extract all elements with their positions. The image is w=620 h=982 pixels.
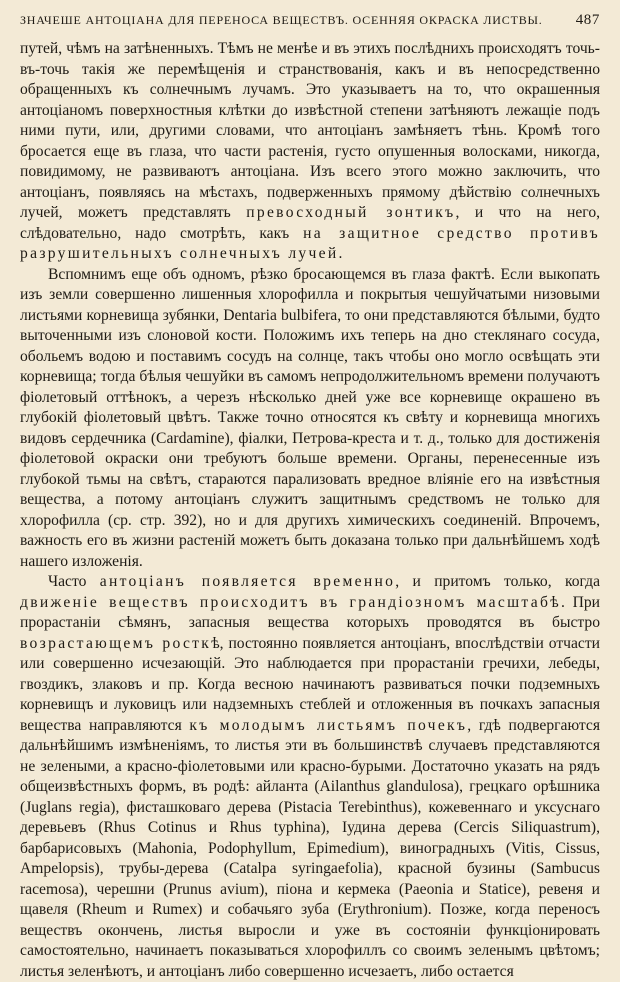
- running-title: ЗНАЧЕШЕ АНТОЦІАНА ДЛЯ ПЕРЕНОСА ВЕЩЕСТВЪ. ОСЕННЯЯ ОКРАСКА ЛИСТВЫ.: [20, 13, 543, 27]
- text-run: , и притомъ только, когда: [395, 573, 601, 590]
- paragraph: [20, 572, 600, 982]
- paragraph: [20, 265, 600, 573]
- body-text: [20, 39, 600, 982]
- text-run: .: [338, 245, 343, 262]
- spaced-emphasis: антоціанъ появляется временно: [99, 573, 396, 590]
- spaced-emphasis: къ молодымъ листьямъ почекъ: [189, 716, 468, 734]
- spaced-emphasis: превосходный зонтикъ: [246, 204, 456, 221]
- text-run: , гдѣ подвергаются дальнѣйшимъ измѣненіямъ, то листья эти въ большинствѣ случаевъ представляются не зелеными, а красно-фіолетовыми или красно-бурыми. Достаточно указать на рядъ общеизвѣстныхъ формъ, въ родѣ: айланта (Ailanthus glandulosa), грецкаго орѣшника (Juglans regia), фисташковаго дерева (Pistacia Terebinthus), кожевеннаго и уксуснаго деревьевъ (Rhus Cotinus и Rhus typhina), Іудина дерева (Cercis Siliquastrum), барбарисовыхъ (Mahonia, Podophyllum, Epimedium), виноградныхъ (Vitis, Cissus, Ampelopsis), трубы-дерева (Catalpa syringaefolia), красной бузины (Sambucus racemosa), черешни (Prunus avium), піона и кермека (Paeonia и Statice), ревеня и щавеля (Rheum и Rumex) и собачьяго зуба (Erythronium). Позже, когда переносъ веществъ окончень, листья выросли и уже въ состояніи функціонировать самостоятельно, начинаетъ показываться хлорофиллъ со своимъ зеленымъ цвѣтомъ; листья зеленѣютъ, и антоціанъ либо совершенно исчезаетъ, либо остается: [20, 716, 600, 980]
- running-header: [20, 12, 600, 29]
- text-run: Часто: [48, 573, 100, 590]
- text-run: Вспомнимъ еще объ одномъ, рѣзко бросающемся въ глаза фактѣ. Если выкопать изъ земли совершенно лишенныя хлорофилла и покрытыя чешуйчатыми низовыми листьями корневища зубянки, Dentaria bulbifera, то они представляются бѣлыми, будто выточенными изъ слоновой кости. Положимъ ихъ теперь на дно стеклянаго сосуда, обольемъ водою и поставимъ сосудъ на солнце, такъ чтобы оно могло освѣщать эти корневища; тогда бѣлыя чешуйки въ самомъ непродолжительномъ времени получаютъ фіолетовый оттѣнокъ, а черезъ нѣсколько дней уже все корневище окрашено въ глубокій фіолетовый цвѣтъ. Также точно относятся къ свѣту и корневища многихъ видовъ сердечника (Cardamine), фіалки, Петрова-креста и т. д., только для достиженія фіолетовой окраски они требуютъ больше времени. Органы, перенесенные изъ глубокой тьмы на свѣтъ, стараются парализовать вредное вліяніе его на извѣстныя вещества, а потому антоціанъ служитъ защитнымъ средствомъ не только для хлорофилла (ср. стр. 392), но и для другихъ химическихъ соединеній. Впрочемъ, важность его въ жизни растеній можетъ быть доказана только при дальнѣйшемъ ходѣ нашего изложенія.: [20, 265, 600, 570]
- text-run: . При прорастаніи сѣмянъ, запасныя вещества которыхъ проводятся въ быстро: [20, 593, 600, 631]
- spaced-emphasis: возрастающемъ ростк: [20, 634, 212, 652]
- text-run: ѣ, постоянно появляется антоціанъ, впослѣдствіи отчасти или совершенно исчезающій. Это наблюдается при прорастаніи гречихи, лебеды, гвоздикъ, злаковъ и пр. Когда весною начинаютъ развиваться почки подземныхъ корневищъ и луковицъ или надземныхъ стеблей и отложенныя въ почкахъ запасныя вещества направляются: [20, 634, 600, 734]
- paragraph: [20, 39, 600, 265]
- text-run: , и что на него, слѣдовательно, надо смотрѣть, какъ: [20, 204, 601, 242]
- spaced-emphasis: на защитное средство противъ разрушительныхъ солнечныхъ лучей: [20, 224, 601, 262]
- text-run: путей, чѣмъ на затѣненныхъ. Тѣмъ не менѣе и въ этихъ послѣднихъ происходятъ точь-въ-точь такія же перемѣщенія и странствованія, какъ и въ непосредственно обращенныхъ къ солнечнымъ лучамъ. Это указываетъ на то, что окрашенныя антоціаномъ поверхностныя клѣтки до извѣстной степени затѣняютъ лежащіе подъ ними пути, или, другими словами, что антоціанъ замѣняетъ тѣнь. Кромѣ того бросается еще въ глаза, что части растенія, густо опушенныя волосками, никогда, повидимому, не развиваютъ антоціана. Изъ всего этого можно заключить, что антоціанъ, появляясь на мѣстахъ, подверженныхъ прямому дѣйствію солнечныхъ лучей, можетъ представлять: [20, 40, 600, 221]
- spaced-emphasis: движеніе веществъ происходитъ въ грандіозномъ масштабѣ: [20, 593, 561, 611]
- page-number: 487: [575, 12, 600, 28]
